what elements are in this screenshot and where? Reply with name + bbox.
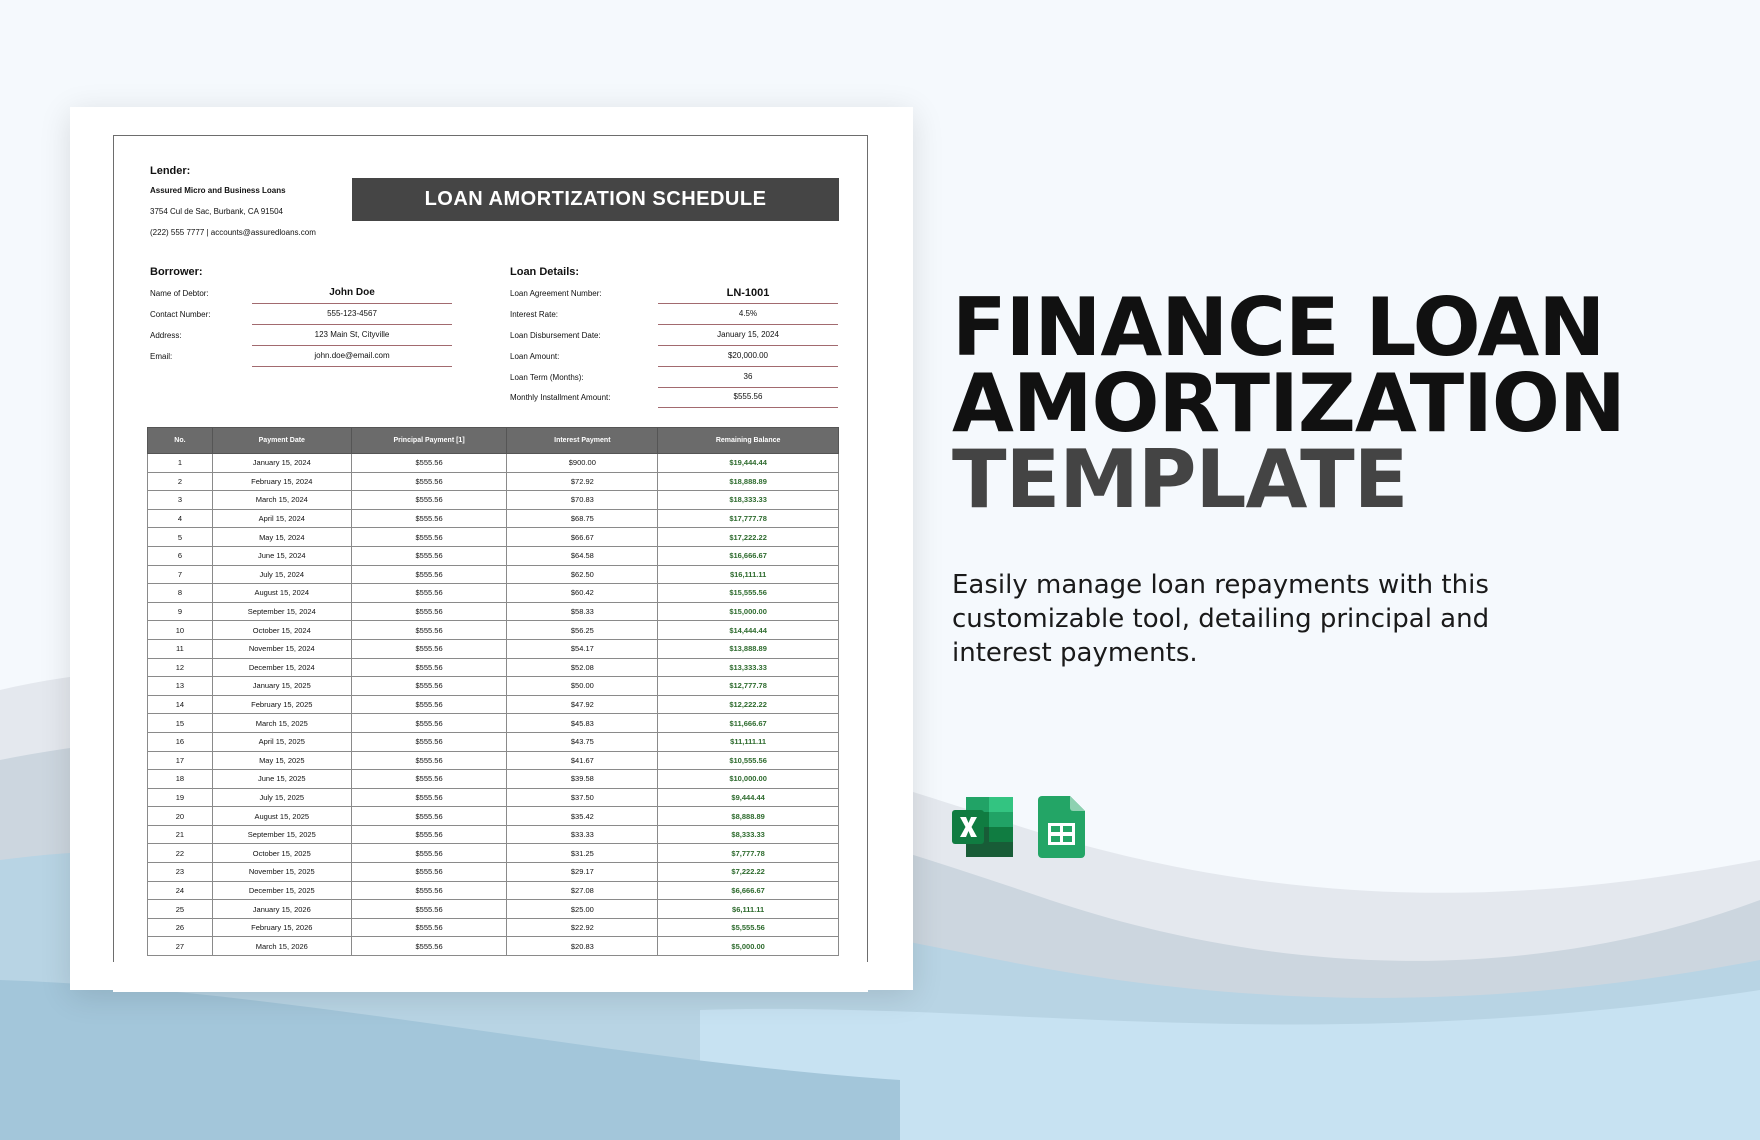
cell-no: 1: [148, 454, 213, 473]
cell-payment-date: June 15, 2025: [212, 770, 351, 789]
loan-detail-field: [510, 346, 850, 367]
cell-interest: $62.50: [507, 565, 658, 584]
cell-balance: $17,222.22: [658, 528, 839, 547]
table-header-row: [148, 428, 839, 454]
cell-interest: $41.67: [507, 751, 658, 770]
cell-no: 4: [148, 509, 213, 528]
field-value: john.doe@email.com: [252, 346, 452, 367]
borrower-field: [150, 304, 525, 325]
loan-detail-field: [510, 304, 850, 325]
cell-payment-date: April 15, 2024: [212, 509, 351, 528]
cell-principal: $555.56: [351, 825, 507, 844]
cell-principal: $555.56: [351, 472, 507, 491]
cell-balance: $17,777.78: [658, 509, 839, 528]
field-label: Interest Rate:: [510, 310, 559, 319]
cell-principal: $555.56: [351, 788, 507, 807]
cell-balance: $18,888.89: [658, 472, 839, 491]
table-row: [148, 546, 839, 565]
cell-principal: $555.56: [351, 602, 507, 621]
cell-no: 10: [148, 621, 213, 640]
loan-detail-field: [510, 387, 850, 408]
lender-block: [150, 163, 316, 243]
loan-details-heading: Loan Details:: [510, 266, 580, 278]
cell-no: 23: [148, 863, 213, 882]
cell-no: 11: [148, 639, 213, 658]
cell-interest: $72.92: [507, 472, 658, 491]
table-row: [148, 844, 839, 863]
cell-interest: $70.83: [507, 491, 658, 510]
table-row: [148, 770, 839, 789]
cell-payment-date: September 15, 2025: [212, 825, 351, 844]
cell-principal: $555.56: [351, 751, 507, 770]
promo-description: Easily manage loan repayments with this customizable tool, detailing principal and interest payments.: [952, 570, 1490, 668]
cell-principal: $555.56: [351, 770, 507, 789]
cell-balance: $11,111.11: [658, 732, 839, 751]
cell-interest: $54.17: [507, 639, 658, 658]
cell-balance: $6,111.11: [658, 900, 839, 919]
cell-interest: $56.25: [507, 621, 658, 640]
cell-payment-date: February 15, 2026: [212, 918, 351, 937]
cell-no: 19: [148, 788, 213, 807]
cell-no: 5: [148, 528, 213, 547]
header-payment-date: Payment Date: [212, 428, 351, 454]
cell-interest: $52.08: [507, 658, 658, 677]
cell-principal: $555.56: [351, 677, 507, 696]
table-row: [148, 528, 839, 547]
field-value: 36: [658, 367, 838, 388]
cell-balance: $9,444.44: [658, 788, 839, 807]
google-sheets-icon: [1038, 796, 1085, 858]
title-line-2: AMORTIZATION: [952, 357, 1625, 450]
table-row: [148, 751, 839, 770]
cell-no: 7: [148, 565, 213, 584]
cell-interest: $20.83: [507, 937, 658, 956]
cell-payment-date: October 15, 2024: [212, 621, 351, 640]
table-row: [148, 491, 839, 510]
cell-interest: $68.75: [507, 509, 658, 528]
table-row: [148, 695, 839, 714]
cell-payment-date: January 15, 2026: [212, 900, 351, 919]
cell-no: 27: [148, 937, 213, 956]
cell-interest: $66.67: [507, 528, 658, 547]
cell-balance: $19,444.44: [658, 454, 839, 473]
cell-no: 25: [148, 900, 213, 919]
table-row: [148, 509, 839, 528]
loan-detail-field: [510, 325, 850, 346]
table-row: [148, 639, 839, 658]
cell-payment-date: December 15, 2024: [212, 658, 351, 677]
cell-payment-date: July 15, 2024: [212, 565, 351, 584]
cell-interest: $43.75: [507, 732, 658, 751]
cell-no: 14: [148, 695, 213, 714]
field-label: Contact Number:: [150, 310, 211, 319]
cell-interest: $900.00: [507, 454, 658, 473]
field-value: 4.5%: [658, 304, 838, 325]
cell-balance: $12,777.78: [658, 677, 839, 696]
cell-principal: $555.56: [351, 565, 507, 584]
cell-balance: $6,666.67: [658, 881, 839, 900]
field-label: Loan Term (Months):: [510, 373, 584, 382]
field-label: Loan Amount:: [510, 352, 560, 361]
cell-principal: $555.56: [351, 491, 507, 510]
header-no: No.: [148, 428, 213, 454]
promo-title: [952, 281, 1625, 526]
cell-balance: $13,888.89: [658, 639, 839, 658]
table-row: [148, 584, 839, 603]
table-row: [148, 825, 839, 844]
cell-principal: $555.56: [351, 918, 507, 937]
cell-principal: $555.56: [351, 528, 507, 547]
table-row: [148, 863, 839, 882]
borrower-field: [150, 325, 525, 346]
cell-payment-date: August 15, 2024: [212, 584, 351, 603]
cell-no: 9: [148, 602, 213, 621]
cell-payment-date: July 15, 2025: [212, 788, 351, 807]
cell-payment-date: November 15, 2024: [212, 639, 351, 658]
field-label: Monthly Installment Amount:: [510, 393, 611, 402]
field-label: Loan Disbursement Date:: [510, 331, 601, 340]
cell-no: 6: [148, 546, 213, 565]
excel-icon: [952, 797, 1013, 857]
cell-payment-date: September 15, 2024: [212, 602, 351, 621]
cell-balance: $7,222.22: [658, 863, 839, 882]
field-label: Name of Debtor:: [150, 289, 209, 298]
table-row: [148, 621, 839, 640]
cell-interest: $47.92: [507, 695, 658, 714]
cell-no: 15: [148, 714, 213, 733]
cell-principal: $555.56: [351, 584, 507, 603]
table-row: [148, 900, 839, 919]
lender-contact: (222) 555 7777 | accounts@assuredloans.com: [150, 228, 316, 237]
field-value: John Doe: [252, 283, 452, 304]
table-row: [148, 658, 839, 677]
cell-payment-date: February 15, 2025: [212, 695, 351, 714]
cell-principal: $555.56: [351, 900, 507, 919]
cell-principal: $555.56: [351, 844, 507, 863]
lender-heading: Lender:: [150, 165, 191, 177]
field-value: $555.56: [658, 387, 838, 408]
cell-principal: $555.56: [351, 881, 507, 900]
table-row: [148, 918, 839, 937]
cell-balance: $16,111.11: [658, 565, 839, 584]
sheet-bottom-margin: [113, 962, 868, 992]
cell-payment-date: January 15, 2025: [212, 677, 351, 696]
cell-balance: $12,222.22: [658, 695, 839, 714]
title-line-3: TEMPLATE: [952, 433, 1408, 526]
borrower-field: [150, 283, 525, 304]
cell-balance: $15,000.00: [658, 602, 839, 621]
cell-balance: $18,333.33: [658, 491, 839, 510]
cell-principal: $555.56: [351, 454, 507, 473]
cell-interest: $50.00: [507, 677, 658, 696]
title-line-1: FINANCE LOAN: [952, 281, 1605, 374]
cell-payment-date: May 15, 2024: [212, 528, 351, 547]
cell-interest: $39.58: [507, 770, 658, 789]
cell-no: 2: [148, 472, 213, 491]
cell-no: 21: [148, 825, 213, 844]
cell-interest: $45.83: [507, 714, 658, 733]
field-value: $20,000.00: [658, 346, 838, 367]
cell-principal: $555.56: [351, 807, 507, 826]
cell-principal: $555.56: [351, 639, 507, 658]
loan-detail-field: [510, 367, 850, 388]
cell-payment-date: January 15, 2024: [212, 454, 351, 473]
field-value: LN-1001: [658, 283, 838, 304]
cell-payment-date: October 15, 2025: [212, 844, 351, 863]
cell-no: 16: [148, 732, 213, 751]
table-row: [148, 677, 839, 696]
table-row: [148, 454, 839, 473]
cell-interest: $60.42: [507, 584, 658, 603]
cell-payment-date: November 15, 2025: [212, 863, 351, 882]
cell-no: 24: [148, 881, 213, 900]
cell-interest: $22.92: [507, 918, 658, 937]
cell-balance: $7,777.78: [658, 844, 839, 863]
cell-principal: $555.56: [351, 695, 507, 714]
cell-balance: $13,333.33: [658, 658, 839, 677]
cell-no: 8: [148, 584, 213, 603]
spreadsheet-preview: [70, 107, 913, 990]
cell-payment-date: March 15, 2026: [212, 937, 351, 956]
table-row: [148, 714, 839, 733]
cell-no: 26: [148, 918, 213, 937]
cell-interest: $31.25: [507, 844, 658, 863]
cell-no: 17: [148, 751, 213, 770]
cell-interest: $64.58: [507, 546, 658, 565]
loan-detail-field: [510, 283, 850, 304]
cell-principal: $555.56: [351, 546, 507, 565]
field-label: Address:: [150, 331, 182, 340]
table-row: [148, 937, 839, 956]
cell-balance: $10,000.00: [658, 770, 839, 789]
cell-balance: $16,666.67: [658, 546, 839, 565]
cell-payment-date: March 15, 2025: [212, 714, 351, 733]
lender-name: Assured Micro and Business Loans: [150, 186, 286, 195]
cell-interest: $58.33: [507, 602, 658, 621]
cell-payment-date: April 15, 2025: [212, 732, 351, 751]
cell-principal: $555.56: [351, 714, 507, 733]
borrower-field: [150, 346, 525, 367]
borrower-heading: Borrower:: [150, 266, 203, 278]
header-interest-payment: Interest Payment: [507, 428, 658, 454]
header-remaining-balance: Remaining Balance: [658, 428, 839, 454]
cell-no: 20: [148, 807, 213, 826]
table-row: [148, 565, 839, 584]
cell-balance: $11,666.67: [658, 714, 839, 733]
cell-balance: $14,444.44: [658, 621, 839, 640]
table-row: [148, 732, 839, 751]
cell-balance: $5,000.00: [658, 937, 839, 956]
header-principal-payment: Principal Payment [1]: [351, 428, 507, 454]
cell-balance: $8,888.89: [658, 807, 839, 826]
cell-principal: $555.56: [351, 863, 507, 882]
cell-payment-date: June 15, 2024: [212, 546, 351, 565]
cell-balance: $10,555.56: [658, 751, 839, 770]
cell-balance: $15,555.56: [658, 584, 839, 603]
cell-no: 3: [148, 491, 213, 510]
table-row: [148, 472, 839, 491]
table-row: [148, 807, 839, 826]
cell-payment-date: December 15, 2025: [212, 881, 351, 900]
cell-no: 18: [148, 770, 213, 789]
cell-interest: $27.08: [507, 881, 658, 900]
cell-principal: $555.56: [351, 509, 507, 528]
field-label: Loan Agreement Number:: [510, 289, 602, 298]
cell-payment-date: March 15, 2024: [212, 491, 351, 510]
table-row: [148, 881, 839, 900]
cell-balance: $8,333.33: [658, 825, 839, 844]
cell-interest: $33.33: [507, 825, 658, 844]
field-value: 123 Main St, Cityville: [252, 325, 452, 346]
lender-address: 3754 Cul de Sac, Burbank, CA 91504: [150, 207, 283, 216]
field-value: 555-123-4567: [252, 304, 452, 325]
cell-principal: $555.56: [351, 621, 507, 640]
cell-principal: $555.56: [351, 658, 507, 677]
cell-principal: $555.56: [351, 937, 507, 956]
field-value: January 15, 2024: [658, 325, 838, 346]
cell-interest: $29.17: [507, 863, 658, 882]
cell-principal: $555.56: [351, 732, 507, 751]
table-row: [148, 602, 839, 621]
cell-payment-date: February 15, 2024: [212, 472, 351, 491]
amortization-table: [147, 427, 839, 956]
cell-no: 12: [148, 658, 213, 677]
schedule-title-banner: LOAN AMORTIZATION SCHEDULE: [352, 178, 839, 221]
cell-payment-date: May 15, 2025: [212, 751, 351, 770]
cell-interest: $25.00: [507, 900, 658, 919]
cell-interest: $35.42: [507, 807, 658, 826]
cell-no: 13: [148, 677, 213, 696]
cell-no: 22: [148, 844, 213, 863]
cell-payment-date: August 15, 2025: [212, 807, 351, 826]
field-label: Email:: [150, 352, 173, 361]
cell-balance: $5,555.56: [658, 918, 839, 937]
table-row: [148, 788, 839, 807]
cell-interest: $37.50: [507, 788, 658, 807]
